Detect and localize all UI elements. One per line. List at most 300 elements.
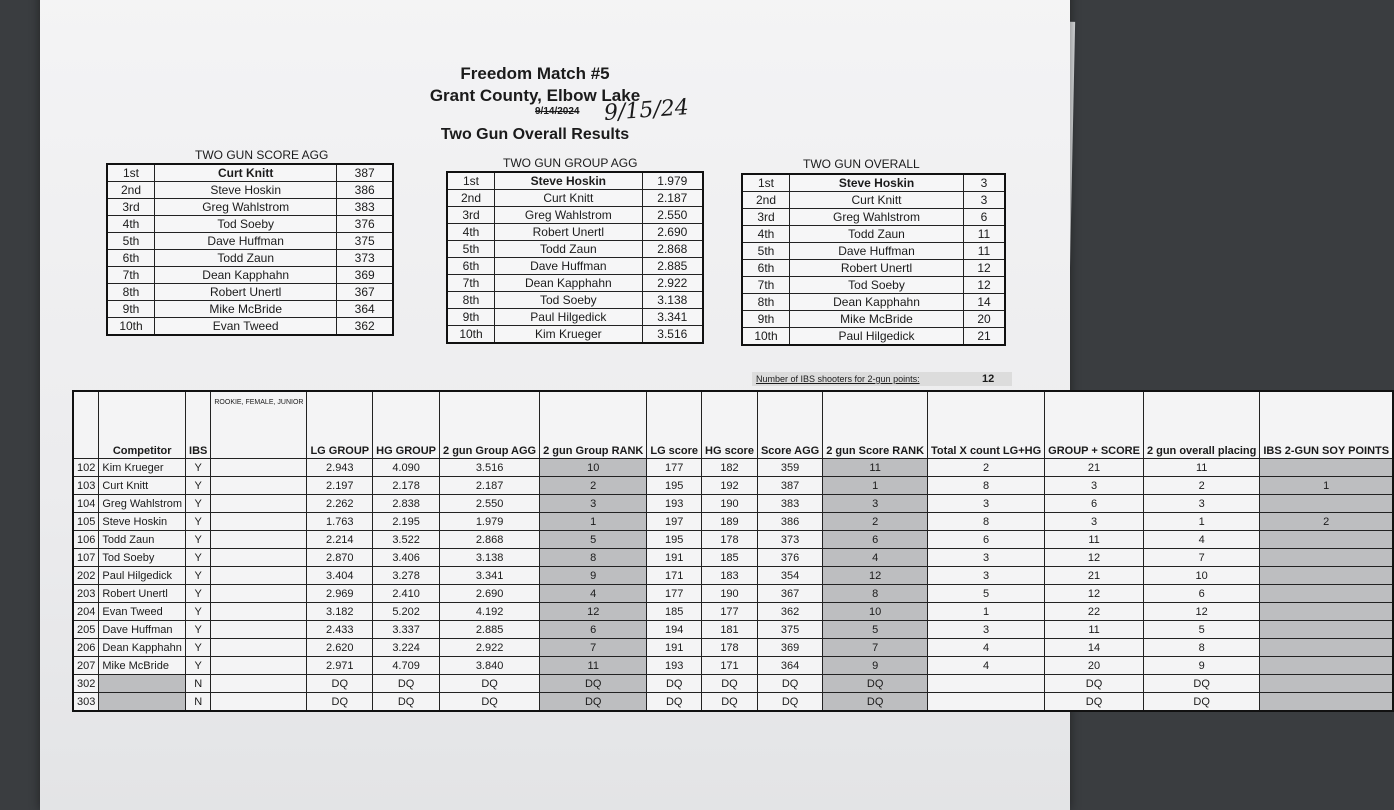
table-cell: DQ — [440, 675, 540, 693]
ranking-row — [107, 301, 393, 318]
table-cell: 3.138 — [440, 549, 540, 567]
table-cell — [1260, 621, 1393, 639]
ranking-row — [107, 318, 393, 336]
table-cell: 105 — [73, 513, 99, 531]
table-row — [73, 675, 1393, 693]
table-cell: DQ — [307, 675, 373, 693]
competitor-name-cell: Greg Wahlstrom — [99, 495, 186, 513]
table-cell: 6 — [1045, 495, 1144, 513]
table-cell: 20 — [1045, 657, 1144, 675]
name-cell: Tod Soeby — [155, 216, 337, 233]
rank-cell: 10th — [742, 328, 790, 346]
table-cell — [1260, 585, 1393, 603]
competitor-name-cell: Steve Hoskin — [99, 513, 186, 531]
table-cell: 171 — [702, 657, 758, 675]
table-cell: 12 — [823, 567, 928, 585]
table-cell: 3 — [928, 549, 1045, 567]
rank-cell: 10th — [447, 326, 495, 344]
table-cell: 4 — [823, 549, 928, 567]
table-cell: 8 — [928, 477, 1045, 495]
table-cell — [211, 693, 307, 712]
value-cell: 2.885 — [642, 258, 703, 275]
table-cell: 1 — [823, 477, 928, 495]
table-cell: 191 — [647, 639, 702, 657]
ranking-row — [447, 326, 703, 344]
rank-cell: 5th — [447, 241, 495, 258]
table-cell: 6 — [928, 531, 1045, 549]
table-cell: 4 — [928, 639, 1045, 657]
table-cell: 2 — [540, 477, 647, 495]
table-cell — [1260, 567, 1393, 585]
table-cell: 5 — [1143, 621, 1259, 639]
rank-cell: 8th — [107, 284, 155, 301]
group-rank-header: 2 gun Group RANK — [540, 391, 647, 459]
table-cell: 4.192 — [440, 603, 540, 621]
table-row — [73, 693, 1393, 712]
ranking-row — [742, 192, 1005, 209]
value-cell: 14 — [964, 294, 1005, 311]
table-cell: 2.885 — [440, 621, 540, 639]
table-cell: 383 — [757, 495, 822, 513]
ibs-header: IBS — [186, 391, 211, 459]
hg-score-header: HG score — [702, 391, 758, 459]
table-cell: Y — [186, 477, 211, 495]
ranking-row — [742, 294, 1005, 311]
table-cell: 193 — [647, 495, 702, 513]
rookie-female-junior-header: ROOKIE, FEMALE, JUNIOR — [211, 391, 307, 459]
value-cell: 21 — [964, 328, 1005, 346]
table-cell: DQ — [647, 693, 702, 712]
ranking-row — [447, 190, 703, 207]
table-cell: 7 — [823, 639, 928, 657]
rank-cell: 5th — [107, 233, 155, 250]
table-cell: 3.278 — [373, 567, 440, 585]
table-cell — [1260, 693, 1393, 712]
table-cell: 2.433 — [307, 621, 373, 639]
table-cell: 3.516 — [440, 459, 540, 477]
table-cell — [928, 675, 1045, 693]
ranking-row — [107, 284, 393, 301]
rank-cell: 6th — [447, 258, 495, 275]
table-cell: 2.690 — [440, 585, 540, 603]
value-cell: 375 — [337, 233, 393, 250]
table-cell: N — [186, 675, 211, 693]
value-cell: 376 — [337, 216, 393, 233]
table-cell: 376 — [757, 549, 822, 567]
name-cell: Greg Wahlstrom — [790, 209, 964, 226]
table-cell: DQ — [540, 675, 647, 693]
ranking-row — [447, 309, 703, 326]
table-cell: 8 — [1143, 639, 1259, 657]
value-cell: 362 — [337, 318, 393, 336]
table-cell: DQ — [540, 693, 647, 712]
value-cell: 373 — [337, 250, 393, 267]
table-cell: 3 — [823, 495, 928, 513]
table-cell: 302 — [73, 675, 99, 693]
table-cell: 9 — [540, 567, 647, 585]
table-cell: 12 — [1045, 549, 1144, 567]
table-cell: 1 — [1260, 477, 1393, 495]
table-cell: DQ — [702, 693, 758, 712]
table-cell: DQ — [757, 675, 822, 693]
table-cell: 5.202 — [373, 603, 440, 621]
table-cell: 3.182 — [307, 603, 373, 621]
name-cell: Dean Kapphahn — [790, 294, 964, 311]
name-cell: Todd Zaun — [790, 226, 964, 243]
value-cell: 11 — [964, 243, 1005, 260]
name-cell: Evan Tweed — [155, 318, 337, 336]
rank-cell: 3rd — [742, 209, 790, 226]
table-cell: 4 — [928, 657, 1045, 675]
table-cell: 5 — [928, 585, 1045, 603]
table-cell: 195 — [647, 531, 702, 549]
x-count-header: Total X count LG+HG — [928, 391, 1045, 459]
name-cell: Curt Knitt — [155, 164, 337, 182]
competitor-results-table — [72, 390, 1394, 712]
value-cell: 2.550 — [642, 207, 703, 224]
table-row — [73, 549, 1393, 567]
rank-cell: 2nd — [742, 192, 790, 209]
ranking-row — [742, 243, 1005, 260]
table-cell: 181 — [702, 621, 758, 639]
table-cell: 3 — [1045, 513, 1144, 531]
table-cell: 5 — [540, 531, 647, 549]
competitor-name-cell: Dean Kapphahn — [99, 639, 186, 657]
overall-table — [741, 173, 1006, 346]
table-cell: 367 — [757, 585, 822, 603]
table-cell: Y — [186, 549, 211, 567]
table-cell: 4 — [540, 585, 647, 603]
table-cell: Y — [186, 513, 211, 531]
table-cell: 375 — [757, 621, 822, 639]
table-cell — [211, 495, 307, 513]
competitor-header: Competitor — [99, 391, 186, 459]
value-cell: 2.187 — [642, 190, 703, 207]
ranking-row — [107, 199, 393, 216]
table-cell: 197 — [647, 513, 702, 531]
name-cell: Kim Krueger — [495, 326, 643, 344]
lg-group-header: LG GROUP — [307, 391, 373, 459]
name-cell: Paul Hilgedick — [790, 328, 964, 346]
table-cell: 2.195 — [373, 513, 440, 531]
table-row — [73, 603, 1393, 621]
table-cell: 177 — [647, 585, 702, 603]
table-cell: Y — [186, 585, 211, 603]
table-cell: 3 — [928, 495, 1045, 513]
printed-date: 9/14/2024 — [535, 106, 580, 117]
table-cell: 8 — [928, 513, 1045, 531]
lg-score-header: LG score — [647, 391, 702, 459]
table-row — [73, 567, 1393, 585]
group-plus-score-header: GROUP + SCORE — [1045, 391, 1144, 459]
competitor-name-cell: Evan Tweed — [99, 603, 186, 621]
rank-cell: 8th — [742, 294, 790, 311]
rank-cell: 3rd — [447, 207, 495, 224]
competitor-name-cell: Tod Soeby — [99, 549, 186, 567]
name-cell: Steve Hoskin — [495, 172, 643, 190]
table-cell: 2.178 — [373, 477, 440, 495]
table-cell: DQ — [1143, 675, 1259, 693]
rank-cell: 6th — [107, 250, 155, 267]
table-cell: 11 — [1045, 531, 1144, 549]
ranking-row — [742, 174, 1005, 192]
table-cell: 1 — [540, 513, 647, 531]
ranking-row — [107, 216, 393, 233]
table-row — [73, 513, 1393, 531]
name-cell: Dean Kapphahn — [495, 275, 643, 292]
value-cell: 386 — [337, 182, 393, 199]
competitor-name-cell: Kim Krueger — [99, 459, 186, 477]
table-cell: 10 — [540, 459, 647, 477]
table-cell — [1260, 531, 1393, 549]
table-cell: 178 — [702, 531, 758, 549]
table-cell — [1260, 657, 1393, 675]
results-header-row — [73, 391, 1393, 459]
value-cell: 383 — [337, 199, 393, 216]
rank-cell: 9th — [107, 301, 155, 318]
value-cell: 3 — [964, 192, 1005, 209]
name-cell: Steve Hoskin — [155, 182, 337, 199]
value-cell: 367 — [337, 284, 393, 301]
table-cell: 2.943 — [307, 459, 373, 477]
table-cell — [211, 585, 307, 603]
name-cell: Curt Knitt — [790, 192, 964, 209]
table-cell: 2.838 — [373, 495, 440, 513]
table-cell — [211, 621, 307, 639]
table-row — [73, 459, 1393, 477]
name-cell: Steve Hoskin — [790, 174, 964, 192]
table-cell: 178 — [702, 639, 758, 657]
table-cell: 2 — [823, 513, 928, 531]
competitor-name-cell: Dave Huffman — [99, 621, 186, 639]
name-cell: Tod Soeby — [495, 292, 643, 309]
value-cell: 2.690 — [642, 224, 703, 241]
table-cell: 386 — [757, 513, 822, 531]
table-cell — [211, 567, 307, 585]
table-cell: DQ — [1143, 693, 1259, 712]
table-row — [73, 495, 1393, 513]
ibs-count-value: 12 — [982, 373, 995, 385]
rank-cell: 2nd — [447, 190, 495, 207]
table-cell: 2.969 — [307, 585, 373, 603]
rank-cell: 10th — [107, 318, 155, 336]
table-cell: 10 — [1143, 567, 1259, 585]
table-cell: 3 — [928, 567, 1045, 585]
rank-cell: 4th — [742, 226, 790, 243]
table-cell — [211, 639, 307, 657]
table-cell — [1260, 639, 1393, 657]
name-cell: Todd Zaun — [155, 250, 337, 267]
table-cell: 2.868 — [440, 531, 540, 549]
table-cell: 11 — [540, 657, 647, 675]
table-cell: 9 — [823, 657, 928, 675]
ranking-row — [742, 311, 1005, 328]
rank-cell: 7th — [107, 267, 155, 284]
rank-cell: 9th — [447, 309, 495, 326]
table-cell: 171 — [647, 567, 702, 585]
name-cell: Dave Huffman — [790, 243, 964, 260]
soy-points-header: IBS 2-GUN SOY POINTS — [1260, 391, 1393, 459]
table-cell: 2 — [928, 459, 1045, 477]
name-cell: Dean Kapphahn — [155, 267, 337, 284]
table-cell: 3 — [928, 621, 1045, 639]
table-cell — [1260, 495, 1393, 513]
table-cell: Y — [186, 603, 211, 621]
table-cell: 8 — [540, 549, 647, 567]
table-cell — [211, 603, 307, 621]
table-cell: 12 — [1143, 603, 1259, 621]
table-cell: 12 — [1045, 585, 1144, 603]
ranking-row — [742, 209, 1005, 226]
name-cell: Robert Unertl — [155, 284, 337, 301]
rank-cell: 3rd — [107, 199, 155, 216]
rank-cell: 1st — [742, 174, 790, 192]
ranking-row — [447, 275, 703, 292]
ranking-row — [447, 172, 703, 190]
table-cell: 2.262 — [307, 495, 373, 513]
match-title: Freedom Match #5 — [460, 64, 610, 83]
group-agg-table — [446, 171, 704, 344]
name-cell: Robert Unertl — [790, 260, 964, 277]
table-cell: Y — [186, 567, 211, 585]
value-cell: 3.341 — [642, 309, 703, 326]
table-cell: Y — [186, 531, 211, 549]
table-cell: 373 — [757, 531, 822, 549]
table-row — [73, 639, 1393, 657]
table-cell: 2.870 — [307, 549, 373, 567]
table-cell: 1 — [928, 603, 1045, 621]
ranking-row — [742, 260, 1005, 277]
table-cell — [211, 513, 307, 531]
table-cell: 4.090 — [373, 459, 440, 477]
table-cell: 193 — [647, 657, 702, 675]
table-cell: DQ — [702, 675, 758, 693]
rank-cell: 6th — [742, 260, 790, 277]
name-cell: Mike McBride — [790, 311, 964, 328]
table-cell: 2.410 — [373, 585, 440, 603]
value-cell: 12 — [964, 260, 1005, 277]
table-cell: 21 — [1045, 459, 1144, 477]
group-agg-label: TWO GUN GROUP AGG — [503, 156, 638, 170]
table-cell: DQ — [307, 693, 373, 712]
table-cell: DQ — [647, 675, 702, 693]
table-cell: 3.337 — [373, 621, 440, 639]
table-cell: 107 — [73, 549, 99, 567]
table-cell: 3.224 — [373, 639, 440, 657]
rank-cell: 4th — [107, 216, 155, 233]
value-cell: 2.922 — [642, 275, 703, 292]
table-cell: 303 — [73, 693, 99, 712]
match-location: Grant County, Elbow Lake — [429, 86, 641, 105]
competitor-name-cell — [99, 675, 186, 693]
table-cell — [211, 531, 307, 549]
table-cell: 6 — [1143, 585, 1259, 603]
ranking-row — [447, 224, 703, 241]
table-cell: 354 — [757, 567, 822, 585]
name-cell: Curt Knitt — [495, 190, 643, 207]
ranking-row — [742, 328, 1005, 346]
table-cell: 11 — [1045, 621, 1144, 639]
value-cell: 3.516 — [642, 326, 703, 344]
table-cell: 4 — [1143, 531, 1259, 549]
table-cell: 207 — [73, 657, 99, 675]
table-cell: 11 — [1143, 459, 1259, 477]
value-cell: 3.138 — [642, 292, 703, 309]
value-cell: 1.979 — [642, 172, 703, 190]
table-cell: 191 — [647, 549, 702, 567]
competitor-name-cell: Mike McBride — [99, 657, 186, 675]
rank-cell: 7th — [447, 275, 495, 292]
table-cell: Y — [186, 657, 211, 675]
group-agg-header: 2 gun Group AGG — [440, 391, 540, 459]
overall-label: TWO GUN OVERALL — [803, 157, 920, 171]
table-cell: 3.404 — [307, 567, 373, 585]
table-cell: 182 — [702, 459, 758, 477]
name-cell: Dave Huffman — [155, 233, 337, 250]
table-cell: 190 — [702, 495, 758, 513]
table-cell: 190 — [702, 585, 758, 603]
competitor-name-cell: Curt Knitt — [99, 477, 186, 495]
name-cell: Mike McBride — [155, 301, 337, 318]
table-cell — [211, 459, 307, 477]
table-cell — [1260, 459, 1393, 477]
table-cell: 185 — [647, 603, 702, 621]
table-cell: 359 — [757, 459, 822, 477]
table-cell: 183 — [702, 567, 758, 585]
rank-cell: 8th — [447, 292, 495, 309]
table-cell: 102 — [73, 459, 99, 477]
ibs-shooter-count — [752, 372, 1012, 386]
competitor-name-cell: Paul Hilgedick — [99, 567, 186, 585]
table-cell: Y — [186, 495, 211, 513]
competitor-name-cell: Todd Zaun — [99, 531, 186, 549]
table-cell: 106 — [73, 531, 99, 549]
table-cell: 185 — [702, 549, 758, 567]
value-cell: 2.868 — [642, 241, 703, 258]
table-cell: 2 — [1143, 477, 1259, 495]
value-cell: 387 — [337, 164, 393, 182]
table-cell — [211, 477, 307, 495]
table-row — [73, 621, 1393, 639]
ranking-row — [447, 241, 703, 258]
table-cell: 202 — [73, 567, 99, 585]
name-cell: Greg Wahlstrom — [155, 199, 337, 216]
hg-group-header: HG GROUP — [373, 391, 440, 459]
table-cell: 4.709 — [373, 657, 440, 675]
value-cell: 364 — [337, 301, 393, 318]
table-cell: 14 — [1045, 639, 1144, 657]
table-cell: 387 — [757, 477, 822, 495]
name-cell: Dave Huffman — [495, 258, 643, 275]
table-cell: 2.197 — [307, 477, 373, 495]
name-cell: Greg Wahlstrom — [495, 207, 643, 224]
table-cell: DQ — [373, 675, 440, 693]
table-row — [73, 531, 1393, 549]
table-cell: Y — [186, 639, 211, 657]
table-cell — [211, 549, 307, 567]
table-cell — [211, 657, 307, 675]
value-cell: 3 — [964, 174, 1005, 192]
table-cell — [928, 693, 1045, 712]
id-header — [73, 391, 99, 459]
table-row — [73, 585, 1393, 603]
table-cell — [211, 675, 307, 693]
rank-cell: 7th — [742, 277, 790, 294]
table-cell: 12 — [540, 603, 647, 621]
table-cell: 177 — [647, 459, 702, 477]
rank-cell: 9th — [742, 311, 790, 328]
value-cell: 6 — [964, 209, 1005, 226]
